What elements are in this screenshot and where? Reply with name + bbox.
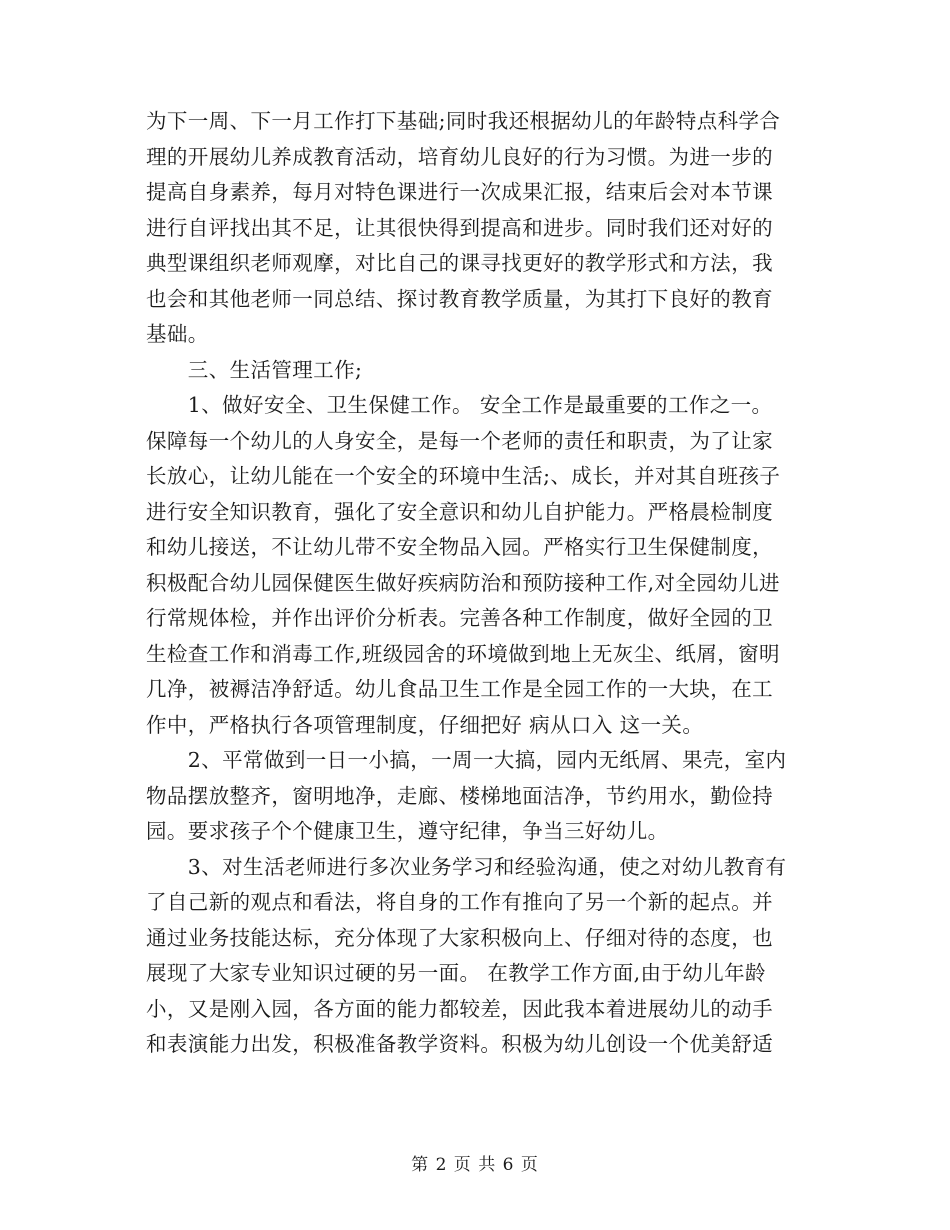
text-line: 生检查工作和消毒工作,班级园舍的环境做到地上无灰尘、纸屑，窗明 bbox=[146, 641, 780, 666]
text-line: 了自己新的观点和看法，将自身的工作有推向了另一个新的起点。并 bbox=[146, 890, 773, 914]
text-line: 2、平常做到一日一小搞，一周一大搞，园内无纸屑、果壳，室内 bbox=[146, 748, 787, 772]
text-line: 也会和其他老师一同总结、探讨教育教学质量，为其打下良好的教育 bbox=[146, 286, 773, 311]
text-line: 和表演能力出发，积极准备教学资料。积极为幼儿创设一个优美舒适 bbox=[146, 1032, 773, 1056]
text-line: 理的开展幼儿养成教育活动，培育幼儿良好的行为习惯。为进一步的 bbox=[146, 144, 773, 169]
section-heading: 三、生活管理工作; bbox=[146, 357, 363, 382]
body-text bbox=[146, 104, 806, 1063]
text-line: 长放心，让幼儿能在一个安全的环境中生活;、成长，并对其自班孩子 bbox=[146, 464, 781, 488]
text-line: 提高自身素养，每月对特色课进行一次成果汇报，结束后会对本节课 bbox=[146, 180, 773, 204]
text-line: 进行安全知识教育，强化了安全意识和幼儿自护能力。严格晨检制度 bbox=[146, 499, 773, 524]
text-line: 几净，被褥洁净舒适。幼儿食品卫生工作是全园工作的一大块，在工 bbox=[146, 677, 773, 701]
text-line: 物品摆放整齐，窗明地净，走廊、楼梯地面洁净，节约用水，勤俭持 bbox=[146, 783, 773, 808]
text-line: 和幼儿接送，不让幼儿带不安全物品入园。严格实行卫生保健制度， bbox=[146, 535, 773, 559]
page-number: 第 2 页 共 6 页 bbox=[411, 1155, 539, 1175]
text-line: 为下一周、下一月工作打下基础;同时我还根据幼儿的年龄特点科学合 bbox=[146, 109, 781, 133]
text-line: 进行自评找出其不足，让其很快得到提高和进步。同时我们还对好的 bbox=[146, 215, 773, 240]
text-line: 保障每一个幼儿的人身安全，是每一个老师的责任和职责，为了让家 bbox=[146, 428, 773, 453]
text-line: 基础。 bbox=[146, 322, 209, 346]
text-line: 小，又是刚入园，各方面的能力都较差，因此我本着进展幼儿的动手 bbox=[146, 996, 773, 1021]
text-line: 展现了大家专业知识过硬的另一面。 在教学工作方面,由于幼儿年龄 bbox=[146, 961, 766, 985]
text-line: 典型课组织老师观摩，对比自己的课寻找更好的教学形式和方法，我 bbox=[146, 251, 773, 275]
text-line: 积极配合幼儿园保健医生做好疾病防治和预防接种工作,对全园幼儿进 bbox=[146, 570, 780, 595]
text-line: 园。要求孩子个个健康卫生，遵守纪律，争当三好幼儿。 bbox=[146, 819, 669, 843]
text-line: 1、做好安全、卫生保健工作。 安全工作是最重要的工作之一。 bbox=[146, 393, 773, 417]
text-line: 3、对生活老师进行多次业务学习和经验沟通，使之对幼儿教育有 bbox=[146, 854, 787, 879]
text-line: 作中，严格执行各项管理制度，仔细把好 病从口入 这一关。 bbox=[146, 712, 704, 737]
text-line: 行常规体检，并作出评价分析表。完善各种工作制度，做好全园的卫 bbox=[146, 606, 773, 630]
text-line: 通过业务技能达标，充分体现了大家积极向上、仔细对待的态度，也 bbox=[146, 925, 773, 950]
